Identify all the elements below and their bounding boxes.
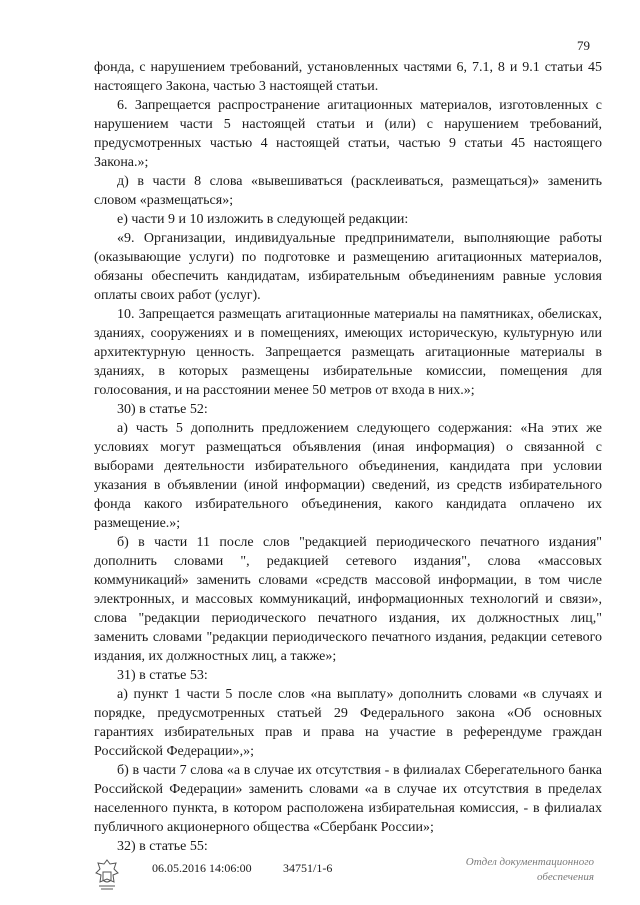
- paragraph: д) в части 8 слова «вывешиваться (расклеиваться, размещаться)» заменить словом «размещаться»;: [94, 174, 602, 208]
- paragraph: е) части 9 и 10 изложить в следующей редакции:: [117, 212, 409, 227]
- footer-document-code: 34751/1-6: [283, 861, 333, 875]
- paragraph: а) пункт 1 части 5 после слов «на выплату» дополнить словами «в случаях и порядке, предусмотренных статьей 29 Федерального закона «Об основных гарантиях избирательных прав и права на участие в референдуме граждан Российской Федерации»,»;: [94, 687, 602, 759]
- paragraph: фонда, с нарушением требований, установленных частями 6, 7.1, 8 и 9.1 статьи 45 настоящего Закона, частью 3 настоящей статьи.: [94, 60, 602, 94]
- department-stamp: [454, 855, 594, 885]
- stamp-line-1: Отдел документационного: [465, 856, 594, 868]
- paragraph: 6. Запрещается распространение агитационных материалов, изготовленных с нарушением части 5 настоящей статьи и (или) с нарушением требований, предусмотренных частью 4 настоящей статьи, частью 9 статьи 45 настоящего Закона.»;: [94, 98, 602, 170]
- page-number: 79: [577, 38, 590, 53]
- paragraph: б) в части 11 после слов "редакцией периодического печатного издания" дополнить словами ", редакцией сетевого издания", слова «массовых коммуникаций» заменить словами «средств массовой информации, в том числе электронных, и массовых коммуникаций, информационных технологий и связи», слова "редакции периодического печатного издания, их должностных лиц," заменить словами "редакции периодического печатного издания, редакции сетевого издания, их должностных лиц, а также»;: [94, 535, 602, 664]
- document-body: [94, 58, 602, 856]
- footer-date: 06.05.2016 14:06:00: [152, 861, 252, 875]
- paragraph: 10. Запрещается размещать агитационные материалы на памятниках, обелисках, зданиях, сооружениях и в помещениях, имеющих историческую, культурную или архитектурную ценность. Запрещается размещать агитационные материалы в зданиях, в которых размещены избирательные комиссии, помещения для голосования, и на расстоянии менее 50 метров от входа в них.»;: [94, 307, 602, 398]
- paragraph: 31) в статье 53:: [117, 668, 208, 683]
- paragraph: а) часть 5 дополнить предложением следующего содержания: «На этих же условиях могут размещаться объявления (иная информация) о связанной с выборами деятельности избирательного объединения, кандидата при условии указания в объявлении (иной информации) сведений, из средств избирательного фонда какого избирательного объединения, какого кандидата оплачено их размещение.»;: [94, 421, 602, 531]
- stamp-line-2: обеспечения: [537, 871, 594, 883]
- coat-of-arms-icon: [94, 858, 120, 896]
- paragraph: 32) в статье 55:: [117, 839, 208, 854]
- paragraph: «9. Организации, индивидуальные предприниматели, выполняющие работы (оказывающие услуги) по подготовке и размещению агитационных материалов, обязаны обеспечить кандидатам, избирательным объединениям равные условия оплаты своих работ (услуг).: [94, 231, 602, 303]
- paragraph: б) в части 7 слова «а в случае их отсутствия - в филиалах Сберегательного банка Российской Федерации» заменить словами «а в случае их отсутствия в пределах населенного пункта, в котором расположена избирательная комиссия, - в филиалах публичного акционерного общества «Сбербанк России»;: [94, 763, 602, 835]
- paragraph: 30) в статье 52:: [117, 402, 208, 417]
